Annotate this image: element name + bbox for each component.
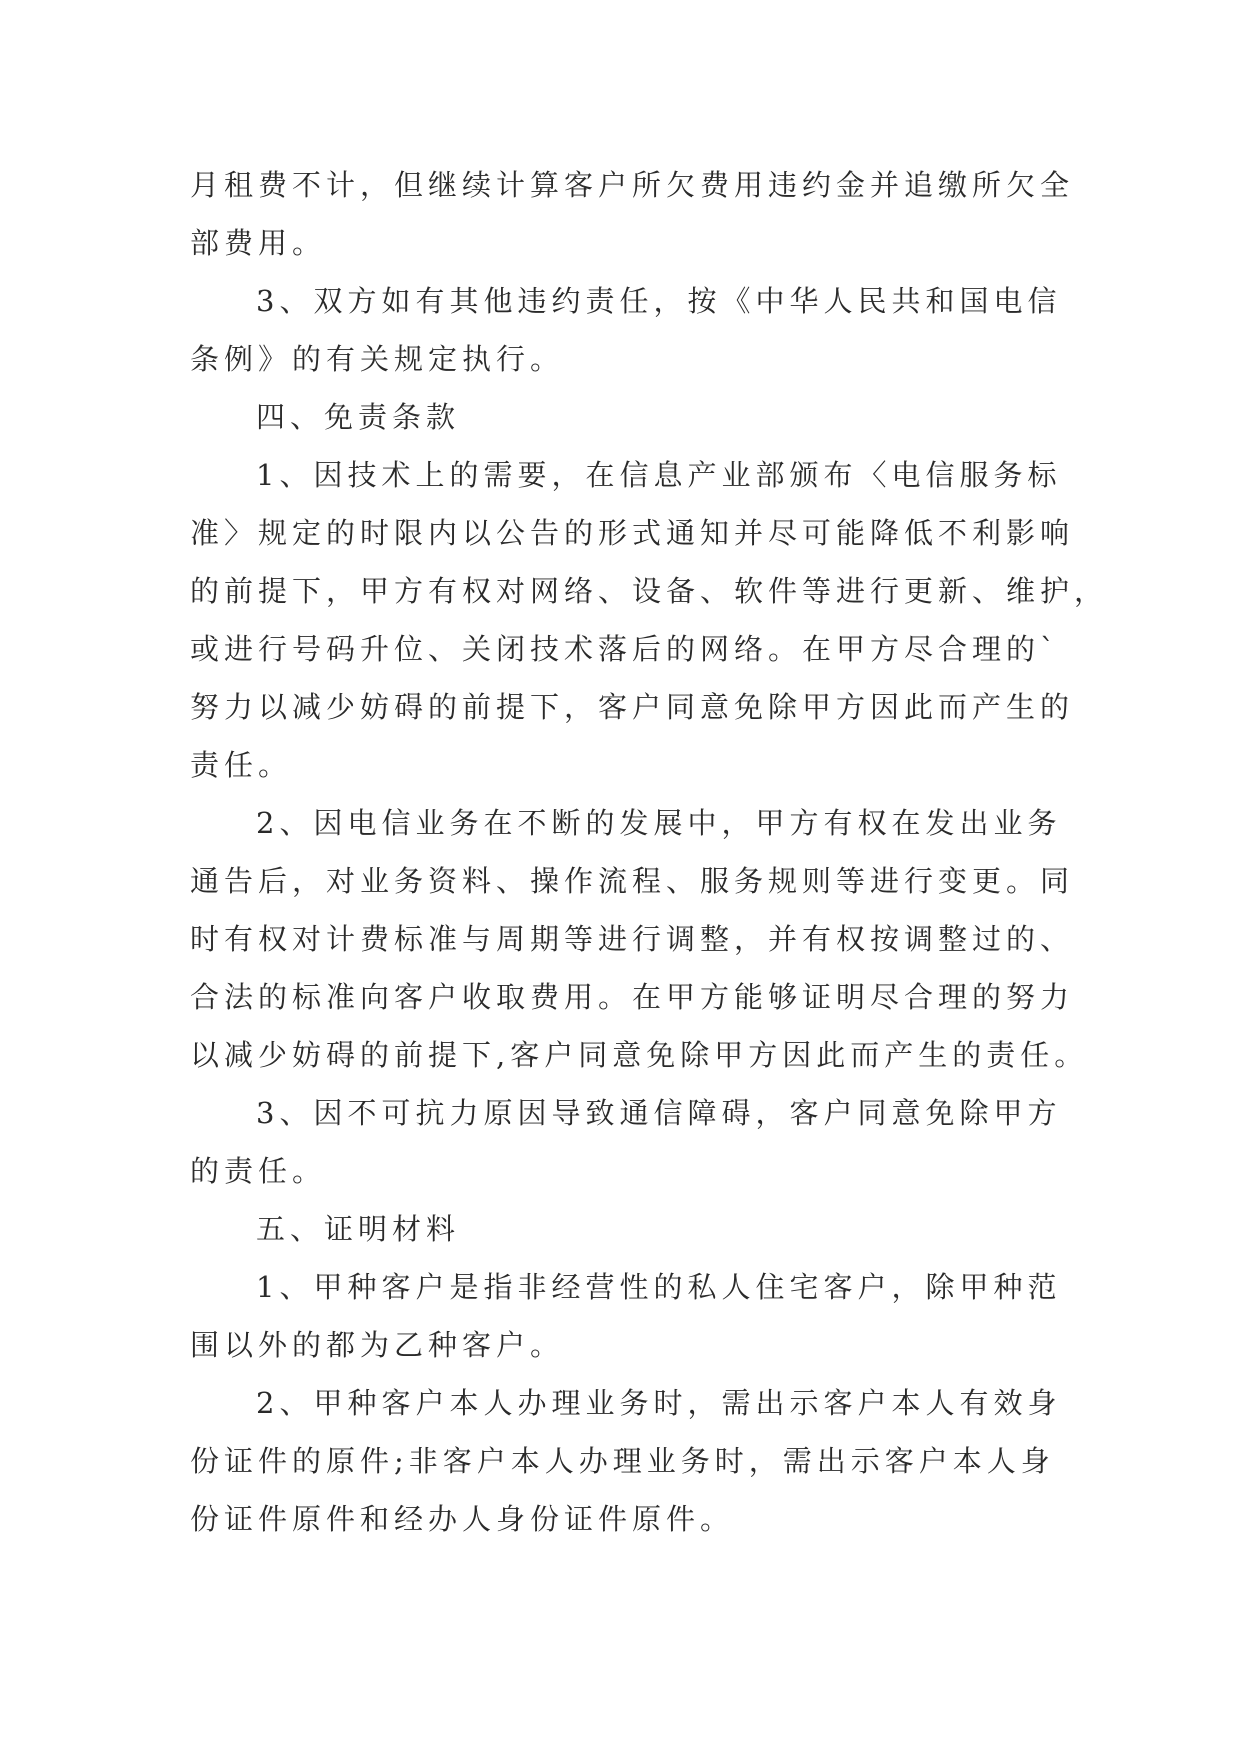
text-line: 1、因技术上的需要，在信息产业部颁布〈电信服务标	[256, 458, 1062, 492]
section-heading: 四、免责条款	[256, 400, 461, 434]
text-line: 月租费不计，但继续计算客户所欠费用违约金并追缴所欠全	[190, 168, 1075, 202]
text-line: 份证件的原件;非客户本人办理业务时，需出示客户本人身	[190, 1444, 1055, 1478]
document-body	[190, 156, 1109, 1548]
text-line: 1、甲种客户是指非经营性的私人住宅客户，除甲种范	[256, 1270, 1062, 1304]
text-line: 合法的标准向客户收取费用。在甲方能够证明尽合理的努力	[190, 980, 1075, 1014]
text-line: 通告后，对业务资料、操作流程、服务规则等进行变更。同	[190, 864, 1075, 898]
text-line: 3、因不可抗力原因导致通信障碍，客户同意免除甲方	[256, 1096, 1062, 1130]
text-line: 3、双方如有其他违约责任，按《中华人民共和国电信	[256, 284, 1062, 318]
section-heading: 五、证明材料	[256, 1212, 461, 1246]
text-line: 的责任。	[190, 1154, 327, 1188]
text-line: 条例》的有关规定执行。	[190, 342, 565, 376]
text-line: 份证件原件和经办人身份证件原件。	[190, 1502, 735, 1536]
text-line: 2、甲种客户本人办理业务时，需出示客户本人有效身	[256, 1386, 1062, 1420]
text-line: 责任。	[190, 748, 293, 782]
text-line: 努力以减少妨碍的前提下，客户同意免除甲方因此而产生的	[190, 690, 1075, 724]
text-line: 准〉规定的时限内以公告的形式通知并尽可能降低不利影响	[190, 516, 1075, 550]
text-line: 的前提下，甲方有权对网络、设备、软件等进行更新、维护，	[190, 574, 1109, 608]
text-line: 部费用。	[190, 226, 327, 260]
text-line: 以减少妨碍的前提下,客户同意免除甲方因此而产生的责任。	[190, 1038, 1089, 1072]
text-line: 围以外的都为乙种客户。	[190, 1328, 565, 1362]
text-line: 或进行号码升位、关闭技术落后的网络。在甲方尽合理的`	[190, 632, 1060, 666]
text-line: 2、因电信业务在不断的发展中，甲方有权在发出业务	[256, 806, 1062, 840]
text-line: 时有权对计费标准与周期等进行调整，并有权按调整过的、	[190, 922, 1075, 956]
